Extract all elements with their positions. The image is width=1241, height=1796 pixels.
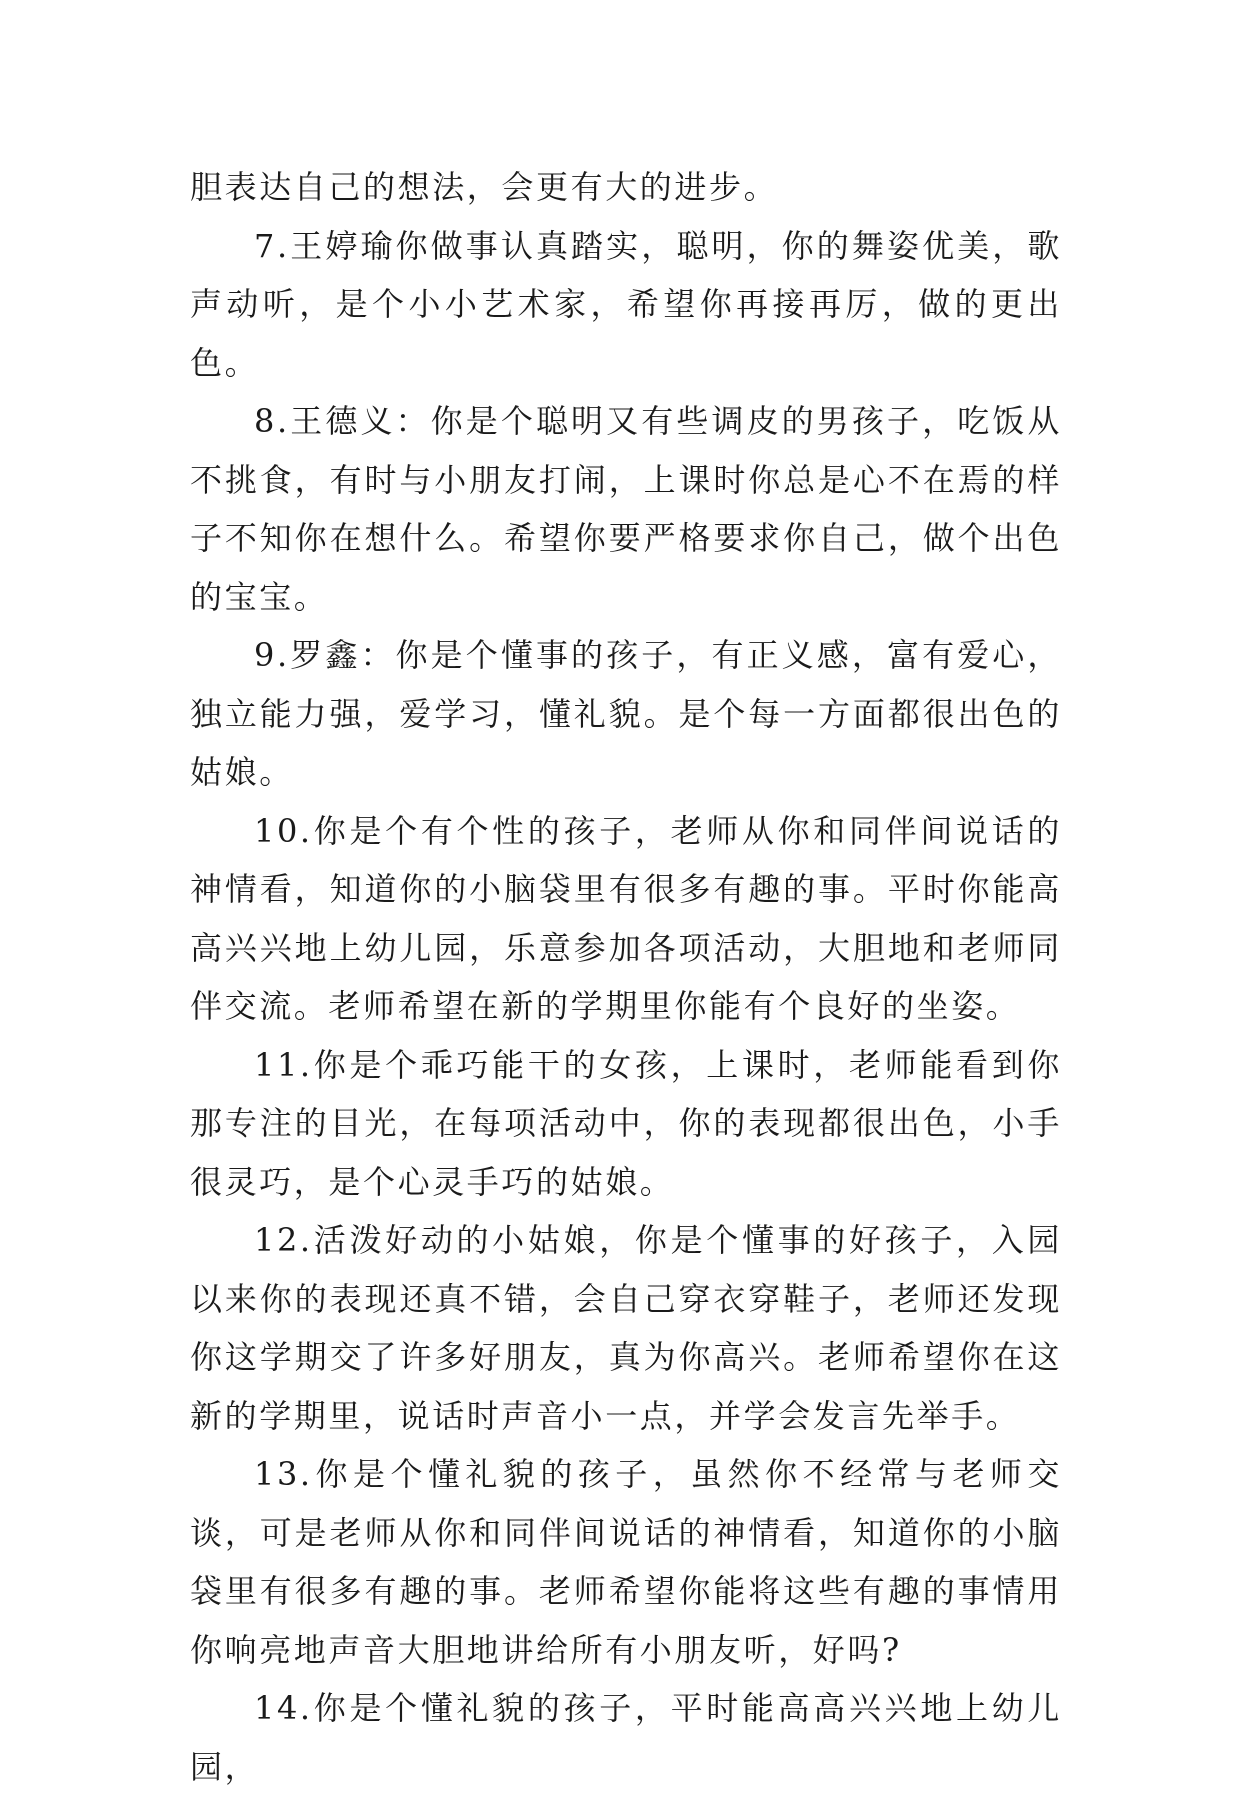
- paragraph-comment-7: 7.王婷瑜你做事认真踏实，聪明，你的舞姿优美，歌声动听，是个小小艺术家，希望你再接再厉，做的更出色。: [190, 226, 1062, 382]
- paragraph-comment-14: 14.你是个懂礼貌的孩子，平时能高高兴兴地上幼儿园，: [190, 1689, 1062, 1786]
- paragraph-comment-10: 10.你是个有个性的孩子，老师从你和同伴间说话的神情看，知道你的小脑袋里有很多有趣的事。平时你能高高兴兴地上幼儿园，乐意参加各项活动，大胆地和老师同伴交流。老师希望在新的学期里你能有个良好的坐姿。: [190, 811, 1062, 1025]
- paragraph-comment-11: 11.你是个乖巧能干的女孩，上课时，老师能看到你那专注的目光，在每项活动中，你的表现都很出色，小手很灵巧，是个心灵手巧的姑娘。: [190, 1045, 1062, 1201]
- paragraph-comment-9: 9.罗鑫：你是个懂事的孩子，有正义感，富有爱心，独立能力强，爱学习，懂礼貌。是个每一方面都很出色的姑娘。: [190, 636, 1062, 791]
- paragraph-comment-8: 8.王德义：你是个聪明又有些调皮的男孩子，吃饭从不挑食，有时与小朋友打闹，上课时你总是心不在焉的样子不知你在想什么。希望你要严格要求你自己，做个出色的宝宝。: [190, 402, 1062, 616]
- paragraph-comment-12: 12.活泼好动的小姑娘，你是个懂事的好孩子，入园以来你的表现还真不错，会自己穿衣穿鞋子，老师还发现你这学期交了许多好朋友，真为你高兴。老师希望你在这新的学期里，说话时声音小一点，并学会发言先举手。: [190, 1221, 1062, 1435]
- paragraph-comment-13: 13.你是个懂礼貌的孩子，虽然你不经常与老师交谈，可是老师从你和同伴间说话的神情看，知道你的小脑袋里有很多有趣的事。老师希望你能将这些有趣的事情用你响亮地声音大胆地讲给所有小朋友听，好吗?: [190, 1455, 1062, 1669]
- paragraph-continuation: 胆表达自己的想法，会更有大的进步。: [190, 168, 779, 206]
- document-body: [190, 158, 1062, 1796]
